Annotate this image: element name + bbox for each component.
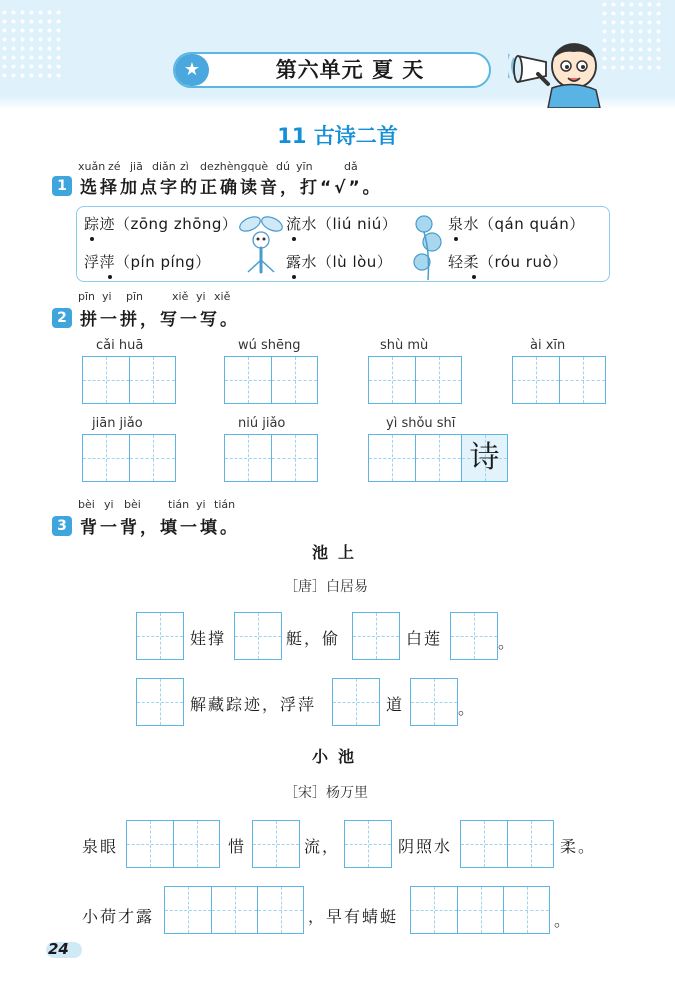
poem2-line2-text: 小荷才露 xyxy=(82,907,155,926)
poem2-line2-text: 。 xyxy=(554,911,573,930)
q2-word-pinyin-0: cǎi huā xyxy=(96,338,144,353)
lesson-title: 11 古诗二首 xyxy=(277,124,398,148)
q2-pinyin-0: pīn xyxy=(78,290,96,303)
q1-pinyin-7: dú xyxy=(276,160,290,173)
q1-pinyin-6: zhèngquè xyxy=(214,160,269,173)
answer-grid[interactable] xyxy=(164,886,304,934)
page-number: 24 xyxy=(48,940,69,958)
emphasis-dot xyxy=(454,237,458,241)
q2-word-pinyin-4: jiān jiǎo xyxy=(92,416,143,431)
q3-pinyin-5: tián xyxy=(214,498,236,511)
star-icon: ★ xyxy=(175,54,209,86)
answer-grid[interactable] xyxy=(512,356,606,404)
poem1-line1-text: 艇，偷 xyxy=(286,629,341,648)
answer-grid[interactable] xyxy=(126,820,220,868)
answer-grid[interactable] xyxy=(234,612,282,660)
q2-word-pinyin-2: shù mù xyxy=(380,338,429,353)
answer-grid[interactable] xyxy=(252,820,300,868)
answer-grid[interactable] xyxy=(224,356,318,404)
given-character: 诗 xyxy=(469,440,500,475)
q1-pinyin-9: dǎ xyxy=(344,160,358,173)
lotus-leaf-icon xyxy=(410,212,446,282)
q3-pinyin-0: bèi xyxy=(78,498,95,511)
q1-pinyin-8: yīn xyxy=(296,160,313,173)
q2-pinyin-2: pīn xyxy=(126,290,144,303)
q1-pinyin-3: diǎn xyxy=(152,160,176,173)
poem2-line1-text: 柔。 xyxy=(560,837,597,856)
answer-grid[interactable] xyxy=(136,678,184,726)
answer-grid[interactable] xyxy=(368,356,462,404)
poem1-title: 池上 xyxy=(312,543,365,562)
poem2-title: 小池 xyxy=(312,747,365,766)
q2-pinyin-5: xiě xyxy=(214,290,231,303)
q3-pinyin-2: bèi xyxy=(124,498,141,511)
q1-item-1[interactable]: 流水（liú niú） xyxy=(286,215,398,233)
emphasis-dot xyxy=(90,237,94,241)
q1-item-3[interactable]: 浮萍（pín píng） xyxy=(84,253,211,271)
q1-pinyin-2: jiā xyxy=(130,160,143,173)
poem1-line2-text: 解藏踪迹，浮萍 xyxy=(190,695,317,714)
q1-number-badge: 1 xyxy=(52,176,72,196)
poem1-line1-text: 白莲 xyxy=(406,629,443,648)
answer-grid[interactable] xyxy=(224,434,318,482)
answer-grid[interactable] xyxy=(460,820,554,868)
q2-pinyin-1: yi xyxy=(102,290,112,303)
answer-grid[interactable] xyxy=(410,678,458,726)
q1-pinyin-1: zé xyxy=(108,160,121,173)
emphasis-dot xyxy=(292,275,296,279)
q3-instruction: 背一背，填一填。 xyxy=(80,518,240,538)
q1-pinyin-0: xuǎn xyxy=(78,160,106,173)
dot-pattern-left xyxy=(0,8,62,78)
q1-item-4[interactable]: 露水（lù lòu） xyxy=(286,253,393,271)
poem1-author: ［唐］白居易 xyxy=(284,579,368,595)
poem2-line2-text: ，早有蜻蜓 xyxy=(308,907,399,926)
q1-item-5[interactable]: 轻柔（róu ruò） xyxy=(448,253,568,271)
q2-word-pinyin-6: yì shǒu shī xyxy=(386,416,456,431)
q3-pinyin-3: tián xyxy=(168,498,190,511)
poem2-line1-text: 泉眼 xyxy=(82,837,119,856)
q2-word-pinyin-1: wú shēng xyxy=(238,338,301,353)
emphasis-dot xyxy=(292,237,296,241)
answer-grid[interactable] xyxy=(368,434,508,482)
answer-grid[interactable] xyxy=(410,886,550,934)
answer-grid[interactable] xyxy=(82,434,176,482)
q1-pinyin-4: zì xyxy=(180,160,189,173)
poem1-line1-text: 娃撑 xyxy=(190,629,227,648)
poem2-author: ［宋］杨万里 xyxy=(284,785,368,801)
poem1-line1-text: 。 xyxy=(498,633,517,652)
emphasis-dot xyxy=(108,275,112,279)
q1-pinyin-5: de xyxy=(200,160,214,173)
poem2-line1-text: 流， xyxy=(304,837,341,856)
emphasis-dot xyxy=(472,275,476,279)
answer-grid[interactable] xyxy=(352,612,400,660)
q2-word-pinyin-5: niú jiǎo xyxy=(238,416,286,431)
answer-grid[interactable] xyxy=(136,612,184,660)
q1-instruction: 选择加点字的正确读音，打“√”。 xyxy=(80,178,383,198)
answer-grid[interactable] xyxy=(332,678,380,726)
unit-title: 第六单元 夏 天 xyxy=(275,58,425,82)
q2-word-pinyin-3: ài xīn xyxy=(530,338,566,353)
mascot-megaphone-icon xyxy=(508,40,608,108)
answer-grid[interactable] xyxy=(344,820,392,868)
q2-instruction: 拼一拼，写一写。 xyxy=(80,310,240,330)
poem2-line1-text: 惜 xyxy=(228,837,247,856)
answer-grid[interactable] xyxy=(82,356,176,404)
dragonfly-icon xyxy=(238,212,284,280)
q3-number-badge: 3 xyxy=(52,516,72,536)
q3-pinyin-4: yi xyxy=(196,498,206,511)
q2-number-badge: 2 xyxy=(52,308,72,328)
q2-pinyin-4: yi xyxy=(196,290,206,303)
dot-pattern-right xyxy=(600,0,662,70)
poem1-line2-text: 道 xyxy=(386,695,405,714)
poem1-line2-text: 。 xyxy=(458,699,477,718)
answer-grid[interactable] xyxy=(450,612,498,660)
q1-item-0[interactable]: 踪迹（zōng zhōng） xyxy=(84,215,238,233)
poem2-line1-text: 阴照水 xyxy=(398,837,453,856)
q2-pinyin-3: xiě xyxy=(172,290,189,303)
q1-item-2[interactable]: 泉水（qán quán） xyxy=(448,215,585,233)
q3-pinyin-1: yi xyxy=(104,498,114,511)
